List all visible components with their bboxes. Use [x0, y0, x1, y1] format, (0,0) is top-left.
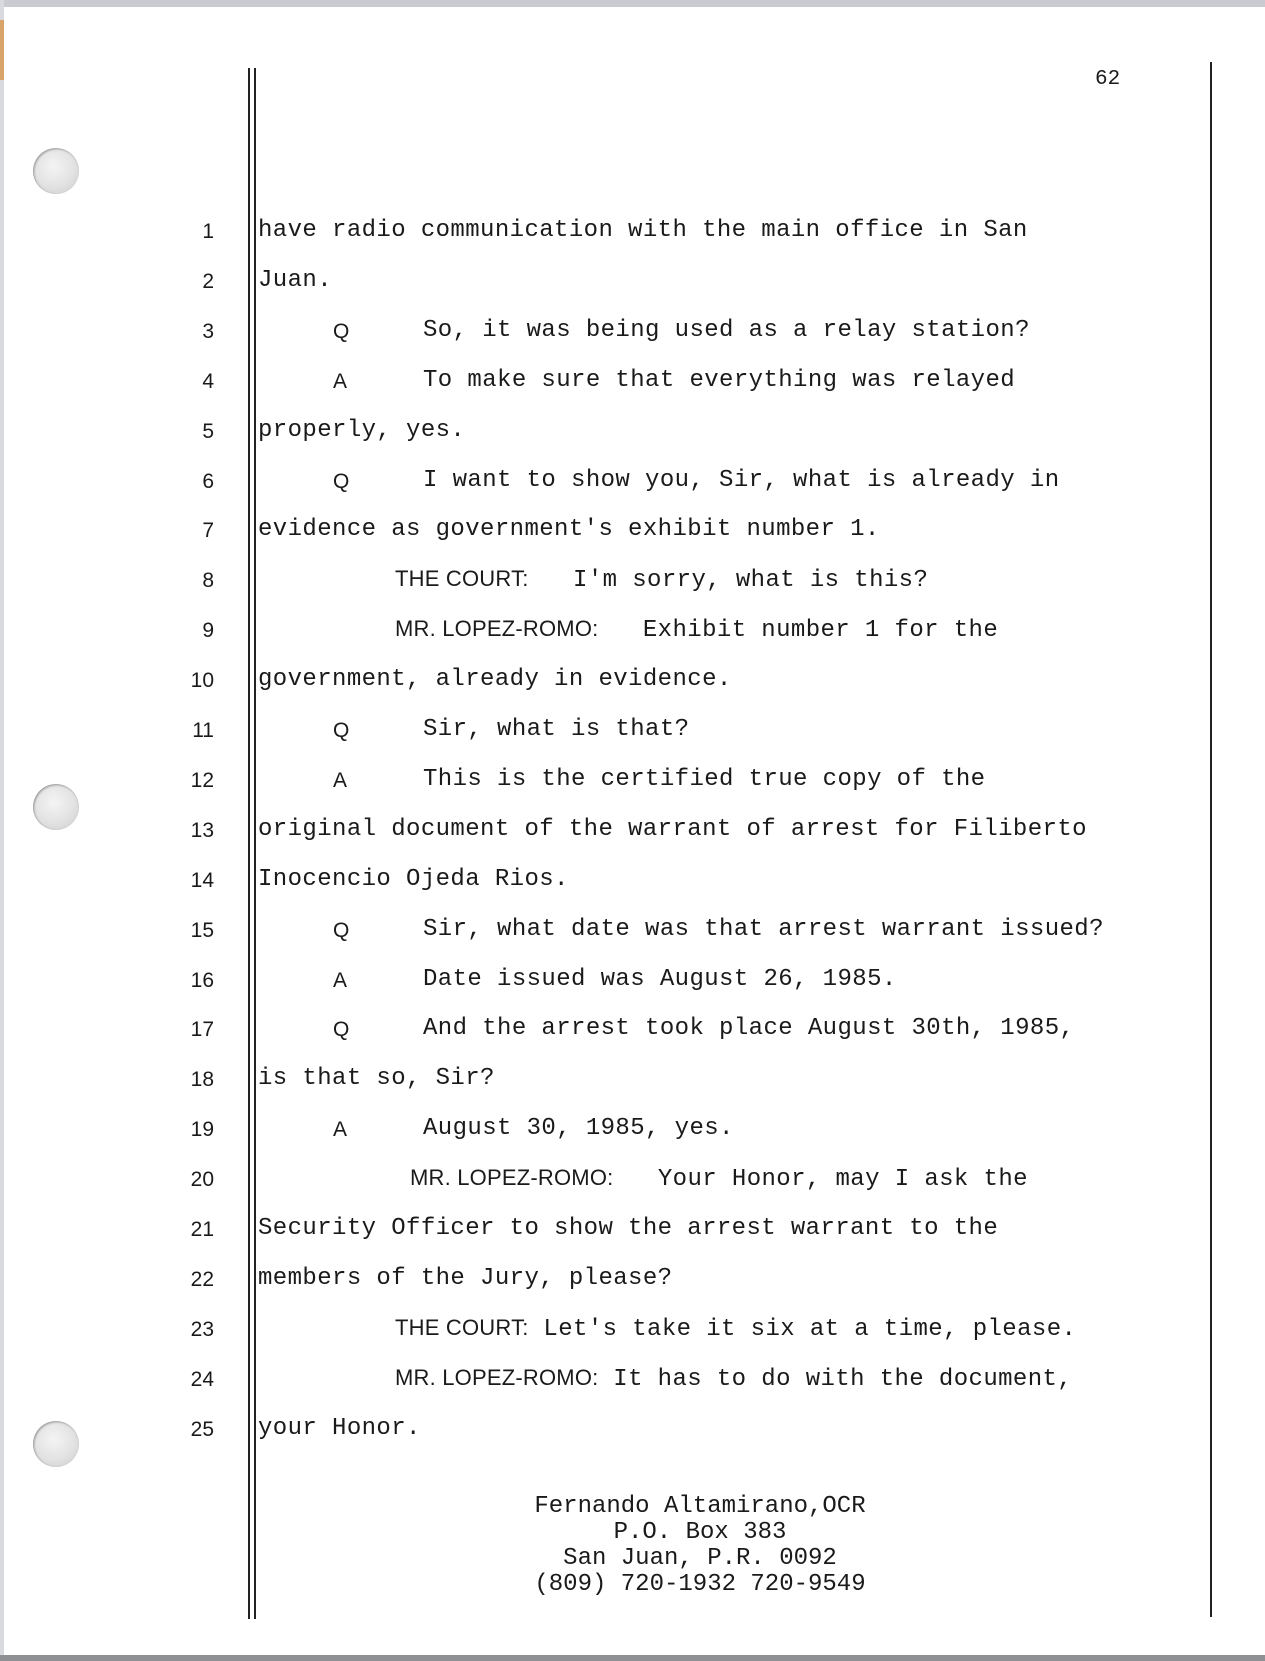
line-number: 7 — [202, 519, 214, 542]
line-number: 18 — [190, 1068, 214, 1091]
line-content: August 30, 1985, yes. — [423, 1115, 734, 1142]
reporter-city: San Juan, P.R. 0092 — [563, 1545, 837, 1572]
qa-marker: A — [333, 1118, 348, 1141]
line-number: 13 — [190, 819, 214, 842]
line-content: Juan. — [258, 267, 333, 294]
transcript-line — [423, 766, 986, 793]
line-content: evidence as government's exhibit number 1. — [258, 516, 880, 543]
right-margin-rule — [1210, 62, 1212, 1617]
left-margin-rule-inner — [254, 68, 256, 1619]
line-content: have radio communication with the main office in San — [258, 217, 1028, 244]
transcript-line — [258, 1065, 495, 1092]
reporter-name: Fernando Altamirano,OCR — [534, 1493, 866, 1520]
line-number: 21 — [190, 1218, 214, 1241]
transcript-line — [258, 1215, 998, 1242]
line-number: 4 — [202, 370, 214, 393]
page-left-tab — [0, 20, 4, 80]
line-number: 6 — [202, 470, 214, 493]
qa-marker: Q — [333, 1018, 350, 1041]
line-number: 14 — [190, 869, 214, 892]
line-number: 23 — [190, 1318, 214, 1341]
line-number: 9 — [202, 619, 214, 642]
speaker-label: THE COURT: — [395, 566, 529, 591]
transcript-line — [423, 916, 1104, 943]
transcript-line — [423, 467, 1060, 494]
line-number: 24 — [190, 1368, 214, 1391]
line-content: Inocencio Ojeda Rios. — [258, 866, 569, 893]
line-number: 17 — [190, 1018, 214, 1041]
line-number: 20 — [190, 1168, 214, 1191]
line-content: Your Honor, may I ask the — [657, 1166, 1028, 1193]
speaker-label: MR. LOPEZ-ROMO: — [395, 616, 599, 641]
transcript-line — [423, 1115, 734, 1142]
line-content: I'm sorry, what is this? — [573, 567, 929, 594]
punch-hole-bottom — [33, 1421, 79, 1467]
line-number: 25 — [190, 1418, 214, 1441]
punch-hole-top — [33, 148, 79, 194]
transcript-line — [395, 616, 998, 644]
reporter-phone: (809) 720-1932 720-9549 — [534, 1571, 866, 1598]
line-content: To make sure that everything was relayed — [423, 367, 1016, 394]
transcript-line — [258, 866, 569, 893]
line-number: 8 — [202, 569, 214, 592]
transcript-line — [423, 317, 1030, 344]
transcript-line — [410, 1165, 1028, 1193]
line-content: government, already in evidence. — [258, 666, 732, 693]
line-number: 12 — [190, 769, 214, 792]
transcript-line — [258, 816, 1087, 843]
line-number: 22 — [190, 1268, 214, 1291]
qa-marker: A — [333, 370, 348, 393]
transcript-line — [258, 666, 732, 693]
line-content: Let's take it six at a time, please. — [543, 1316, 1077, 1343]
qa-marker: Q — [333, 919, 350, 942]
page-left-edge — [0, 0, 4, 1661]
transcript-line — [258, 1265, 672, 1292]
line-content: This is the certified true copy of the — [423, 766, 986, 793]
transcript-line — [423, 966, 897, 993]
line-content: original document of the warrant of arrest for Filiberto — [258, 816, 1087, 843]
line-content: properly, yes. — [258, 417, 466, 444]
line-content: And the arrest took place August 30th, 1985, — [423, 1015, 1075, 1042]
transcript-line — [395, 1365, 1072, 1393]
qa-marker: Q — [333, 470, 350, 493]
transcript-line — [395, 1315, 1076, 1343]
transcript-line — [423, 716, 689, 743]
transcript-line — [423, 367, 1015, 394]
transcript-line — [395, 566, 928, 594]
page-number: 62 — [1095, 68, 1121, 91]
line-content: Date issued was August 26, 1985. — [423, 966, 897, 993]
qa-marker: A — [333, 769, 348, 792]
line-number: 2 — [202, 270, 214, 293]
punch-hole-middle — [33, 784, 79, 830]
line-number: 10 — [190, 669, 214, 692]
line-content: members of the Jury, please? — [258, 1265, 673, 1292]
qa-marker: Q — [333, 320, 350, 343]
line-number: 1 — [202, 220, 214, 243]
qa-marker: Q — [333, 719, 350, 742]
reporter-box: P.O. Box 383 — [613, 1519, 787, 1546]
line-content: Sir, what date was that arrest warrant issued? — [423, 916, 1104, 943]
line-number: 19 — [190, 1118, 214, 1141]
line-number: 5 — [202, 420, 214, 443]
qa-marker: A — [333, 969, 348, 992]
speaker-label: MR. LOPEZ-ROMO: — [410, 1165, 614, 1190]
page-top-edge — [0, 0, 1265, 7]
line-content: your Honor. — [258, 1415, 421, 1442]
transcript-line — [258, 217, 1028, 244]
transcript-line — [258, 267, 332, 294]
line-number: 3 — [202, 320, 214, 343]
transcript-line — [258, 516, 880, 543]
transcript-line — [423, 1015, 1074, 1042]
page-bottom-edge — [0, 1655, 1265, 1661]
speaker-label: MR. LOPEZ-ROMO: — [395, 1365, 599, 1390]
line-content: So, it was being used as a relay station? — [423, 317, 1030, 344]
line-number: 16 — [190, 969, 214, 992]
line-content: I want to show you, Sir, what is already in — [423, 467, 1060, 494]
line-number: 11 — [192, 719, 214, 742]
line-content: Exhibit number 1 for the — [642, 617, 999, 644]
transcript-line — [258, 1415, 421, 1442]
speaker-label: THE COURT: — [395, 1315, 529, 1340]
left-margin-rule-outer — [248, 68, 250, 1619]
line-content: is that so, Sir? — [258, 1065, 495, 1092]
transcript-line — [258, 417, 465, 444]
line-content: Sir, what is that? — [423, 716, 690, 743]
line-number: 15 — [190, 919, 214, 942]
line-content: Security Officer to show the arrest warrant to the — [258, 1215, 999, 1242]
line-content: It has to do with the document, — [613, 1366, 1073, 1393]
